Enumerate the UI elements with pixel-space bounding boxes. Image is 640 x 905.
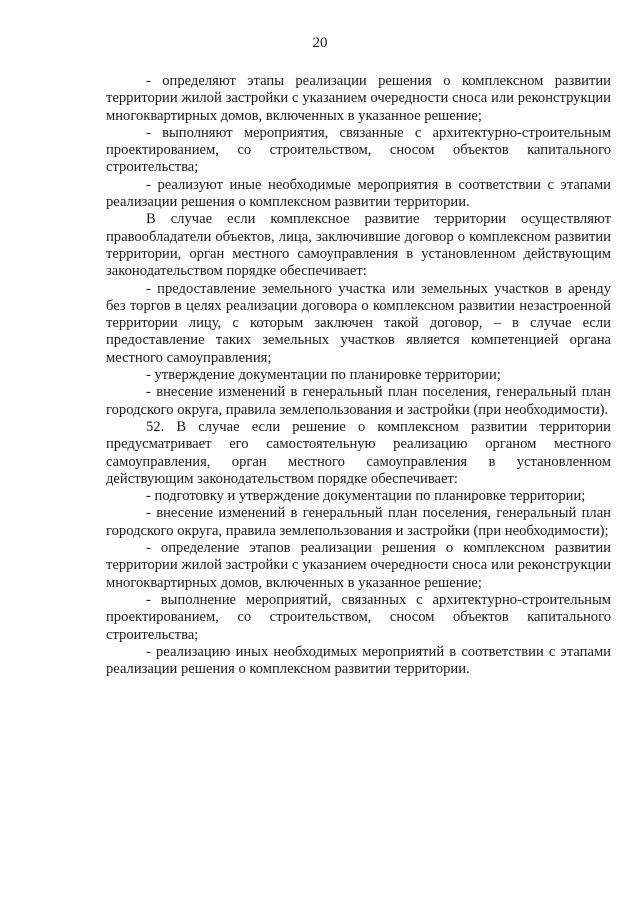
paragraph-stage-definition: - определение этапов реализации решения о комплексном развитии территории жилой застройки с указанием очередности сноса или реконструкции многоквартирных домов, включенных в указанное решение;: [106, 540, 611, 591]
paragraph-clause-52: 52. В случае если решение о комплексном развитии территории предусматривает его самостоятельную реализацию органом местного самоуправления, орган местного самоуправления в установленном действующим законодательством порядке обеспечивает:: [106, 418, 611, 487]
paragraph-general-plan-changes: - внесение изменений в генеральный план поселения, генеральный план городского округа, правила землепользования и застройки (при необходимости).: [106, 384, 611, 418]
paragraph-define-stages: - определяют этапы реализации решения о комплексном развитии территории жилой застройки с указанием очередности сноса или реконструкции многоквартирных домов, включенных в указанное решение;: [106, 73, 611, 124]
paragraph-other-measures: - реализуют иные необходимые мероприятия в соответствии с этапами реализации решения о комплексном развитии территории.: [106, 176, 611, 211]
paragraph-design-execution: - выполнение мероприятий, связанных с архитектурно-строительным проектированием, со строительством, сносом объектов капитального строительства;: [106, 591, 611, 643]
paragraph-rightholders-case: В случае если комплексное развитие территории осуществляют правообладатели объектов, лица, заключившие договор о комплексном развитии территории, орган местного самоуправления в установленном действующим законодательством порядке обеспечивает:: [106, 211, 611, 280]
paragraph-other-measures-implementation: - реализацию иных необходимых мероприятий в соответствии с этапами реализации решения о комплексном развитии территории.: [106, 643, 611, 678]
paragraph-general-plan-changes-2: - внесение изменений в генеральный план поселения, генеральный план городского округа, правила землепользования и застройки (при необходимости);: [106, 505, 611, 539]
page-number: 20: [312, 35, 328, 51]
paragraph-planning-approval: - утверждение документации по планировке территории;: [146, 367, 501, 384]
paragraph-land-lease: - предоставление земельного участка или земельных участков в аренду без торгов в целях реализации договора о комплексном развитии незастроенной территории лицу, с которым заключен такой договор, – в случае если предоставление таких земельных участков является компетенцией органа местного самоуправления;: [106, 280, 611, 366]
paragraph-design-works: - выполняют мероприятия, связанные с архитектурно-строительным проектированием, со строительством, сносом объектов капитального строительства;: [106, 124, 611, 176]
paragraph-planning-preparation: - подготовку и утверждение документации по планировке территории;: [146, 488, 586, 505]
document-body: [106, 73, 611, 678]
